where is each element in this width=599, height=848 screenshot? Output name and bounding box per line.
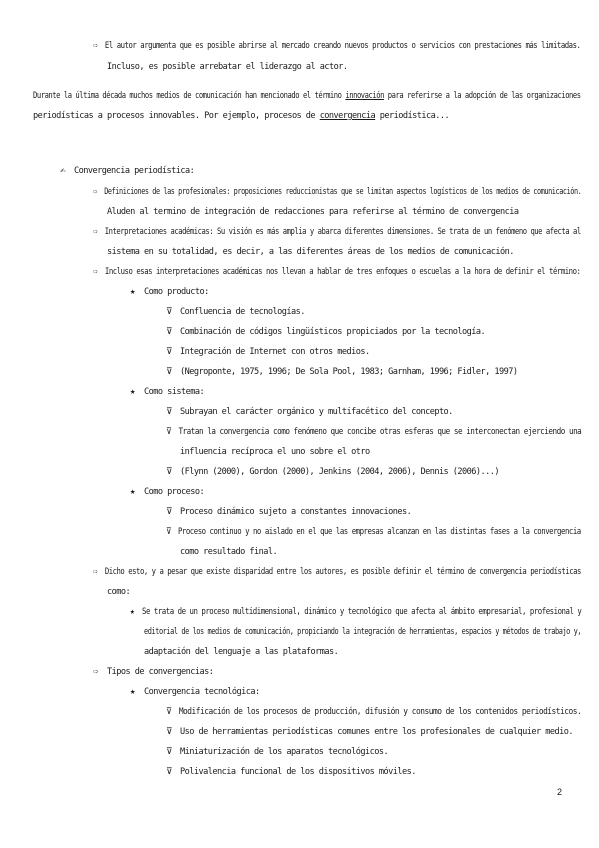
tipos-item	[93, 666, 213, 678]
definicion-final-line1: Se trata de un proceso multidimensional, dinámico y tecnológico que afecta al ámbito empresarial, profesional y	[141, 607, 582, 617]
tipos-label: Tipos de convergencias:	[107, 667, 214, 677]
triangle-bullet-icon: ⊽	[166, 407, 173, 417]
sistema-item2-line2: influencia recíproca el uno sobre el otro	[180, 447, 370, 457]
producto-item-text: Confluencia de tecnologías.	[180, 307, 305, 317]
section-title-text: Convergencia periodística:	[74, 166, 195, 176]
para-text: Durante la última década muchos medios de comunicación han mencionado el término	[33, 91, 346, 101]
definicion-final	[130, 606, 581, 618]
interpretaciones-line1: Interpretaciones académicas: Su visión es más amplia y abarca diferentes dimensiones. Se trata de un fenómeno que afecta al	[104, 227, 581, 237]
dicho-item	[93, 566, 581, 578]
producto-item-text: Integración de Internet con otros medios.	[180, 347, 370, 357]
triangle-bullet-icon: ⊽	[166, 467, 173, 477]
triangle-bullet-icon: ⊽	[166, 767, 173, 777]
intro-item1-line2: Incluso, es posible arrebatar el liderazgo al actor.	[107, 62, 348, 72]
innovacion-term: innovación	[345, 91, 384, 101]
arrow-bullet-icon: ⇨	[93, 567, 98, 577]
triangle-bullet-icon: ⊽	[166, 307, 173, 317]
sistema-item	[166, 426, 581, 438]
producto-label: Como producto:	[144, 287, 209, 297]
intro-paragraph-line2	[33, 110, 449, 122]
sistema-label: Como sistema:	[144, 387, 205, 397]
arrow-bullet-icon: ⇨	[93, 267, 98, 277]
tecnologica-item-text: Polivalencia funcional de los dispositivos móviles.	[180, 767, 416, 777]
dicho-line2: como:	[107, 587, 131, 597]
interpretaciones-item	[93, 226, 581, 238]
definiciones-line2: Aluden al termino de integración de redacciones para referirse al término de convergencia	[107, 207, 519, 217]
para-text: periodísticas a procesos innovables. Por ejemplo, procesos de	[33, 111, 320, 121]
proceso-label: Como proceso:	[144, 487, 205, 497]
triangle-bullet-icon: ⊽	[166, 507, 173, 517]
sistema-item	[166, 466, 499, 478]
tecnologica-item-text: Miniaturización de los aparatos tecnológicos.	[180, 747, 389, 757]
proceso-item-text: Proceso dinámico sujeto a constantes innovaciones.	[180, 507, 412, 517]
triangle-bullet-icon: ⊽	[166, 747, 173, 757]
proceso-item2-line2: como resultado final.	[180, 547, 278, 557]
definicion-final-line3: adaptación del lenguaje a las plataformas.	[144, 647, 339, 657]
tecnologica-item-text: Modificación de los procesos de producción, difusión y consumo de los contenidos periodísticos.	[178, 707, 582, 717]
producto-item	[166, 326, 485, 338]
page-number: 2	[557, 787, 563, 797]
para-text: para referirse a la adopción de las organizaciones	[383, 91, 581, 101]
tecnologica-item	[166, 766, 416, 778]
tecnologica-item	[166, 746, 388, 758]
sistema-item-text: Tratan la convergencia como fenómeno que concibe otras esferas que se interconectan ejerciendo una	[178, 427, 582, 437]
sistema-item	[166, 406, 453, 418]
star-icon: ★	[130, 287, 135, 297]
definiciones-item	[93, 186, 581, 198]
sistema-heading	[130, 386, 204, 398]
triangle-bullet-icon: ⊽	[166, 367, 173, 377]
tecnologica-item-text: Uso de herramientas periodísticas comunes entre los profesionales de cualquier medio.	[180, 727, 574, 737]
triangle-bullet-icon: ⊽	[166, 527, 172, 537]
star-icon: ★	[130, 487, 135, 497]
producto-item-text: Combinación de códigos lingüísticos propiciados por la tecnología.	[180, 327, 486, 337]
intro-paragraph-line1	[33, 90, 581, 102]
tecnologica-item	[166, 706, 581, 718]
interpretaciones-line2: sistema en su totalidad, es decir, a las diferentes áreas de los medios de comunicación.	[107, 247, 514, 257]
arrow-bullet-icon: ⇨	[93, 41, 98, 51]
triangle-bullet-icon: ⊽	[166, 347, 173, 357]
tecnologica-heading	[130, 686, 260, 698]
tecnologica-label: Convergencia tecnológica:	[144, 687, 260, 697]
producto-item	[166, 346, 370, 358]
intro-bullet	[93, 40, 580, 52]
definiciones-line1: Definiciones de las profesionales: proposiciones reduccionistas que se limitan aspectos logísticos de los medios de comunicación.	[104, 187, 582, 197]
intro-item1-line1: El autor argumenta que es posible abrirse al mercado creando nuevos productos o servicios con prestaciones más limitadas.	[104, 41, 581, 51]
tecnologica-item	[166, 726, 573, 738]
arrow-bullet-icon: ⇨	[93, 227, 98, 237]
pencil-icon: ✍	[60, 166, 65, 176]
enfoques-line1: Incluso esas interpretaciones académicas nos llevan a hablar de tres enfoques o escuelas a la hora de definir el término:	[104, 267, 581, 277]
proceso-item	[166, 526, 581, 538]
triangle-bullet-icon: ⊽	[166, 707, 172, 717]
proceso-heading	[130, 486, 204, 498]
producto-heading	[130, 286, 209, 298]
triangle-bullet-icon: ⊽	[166, 327, 173, 337]
convergencia-term: convergencia	[319, 111, 376, 121]
para-text: periodística...	[375, 111, 450, 121]
definicion-final-line2: editorial de los medios de comunicación, propiciando la integración de herramientas, espacios y métodos de trabajo y,	[144, 627, 582, 637]
dicho-line1: Dicho esto, y a pesar que existe disparidad entre los autores, es posible definir el término de convergencia periodísticas	[104, 567, 581, 577]
proceso-item	[166, 506, 411, 518]
star-icon: ★	[130, 687, 135, 697]
arrow-bullet-icon: ⇨	[93, 667, 98, 677]
sistema-item-text: Subrayan el carácter orgánico y multifacético del concepto.	[180, 407, 453, 417]
producto-item-text: (Negroponte, 1975, 1996; De Sola Pool, 1983; Garnham, 1996; Fidler, 1997)	[180, 367, 518, 377]
star-icon: ★	[130, 607, 135, 617]
section-title	[60, 165, 194, 177]
producto-item	[166, 366, 518, 378]
proceso-item-text: Proceso continuo y no aislado en el que las empresas alcanzan en las distintas fases a la convergencia	[177, 527, 581, 537]
star-icon: ★	[130, 387, 135, 397]
triangle-bullet-icon: ⊽	[166, 727, 173, 737]
triangle-bullet-icon: ⊽	[166, 427, 172, 437]
enfoques-item	[93, 266, 580, 278]
producto-item	[166, 306, 305, 318]
sistema-item-text: (Flynn (2000), Gordon (2000), Jenkins (2004, 2006), Dennis (2006)...)	[180, 467, 500, 477]
arrow-bullet-icon: ⇨	[93, 187, 97, 197]
